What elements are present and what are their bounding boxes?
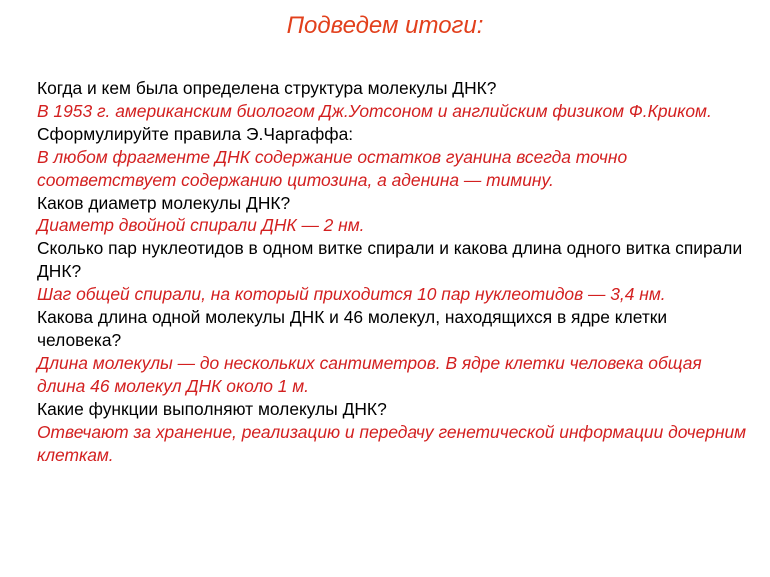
qa-list bbox=[37, 77, 749, 466]
answer-5: Длина молекулы — до нескольких сантиметров. В ядре клетки человека общая длина 46 молекул ДНК около 1 м. bbox=[37, 352, 702, 396]
answer-4: Шаг общей спирали, на который приходится 10 пар нуклеотидов — 3,4 нм. bbox=[37, 284, 666, 305]
question-6: Какие функции выполняют молекулы ДНК? bbox=[37, 398, 387, 419]
answer-1: В 1953 г. американским биологом Дж.Уотсоном и английским физиком Ф.Криком. bbox=[37, 100, 712, 121]
question-3: Каков диаметр молекулы ДНК? bbox=[37, 192, 291, 213]
question-1: Когда и кем была определена структура молекулы ДНК? bbox=[37, 78, 497, 98]
question-5: Какова длина одной молекулы ДНК и 46 молекул, находящихся в ядре клетки человека? bbox=[37, 307, 668, 350]
question-4: Сколько пар нуклеотидов в одном витке спирали и какова длина одного витка спирали ДНК? bbox=[37, 238, 743, 282]
answer-3: Диаметр двойной спирали ДНК — 2 нм. bbox=[37, 215, 365, 236]
answer-6: Отвечают за хранение, реализацию и передачу генетической информации дочерним клеткам. bbox=[37, 421, 747, 465]
answer-2: В любом фрагменте ДНК содержание остатков гуанина всегда точно соответствует содержанию цитозина, а аденина — тимину. bbox=[37, 146, 628, 190]
slide-title: Подведем итоги: bbox=[286, 12, 484, 39]
question-2: Сформулируйте правила Э.Чаргаффа: bbox=[37, 123, 354, 144]
